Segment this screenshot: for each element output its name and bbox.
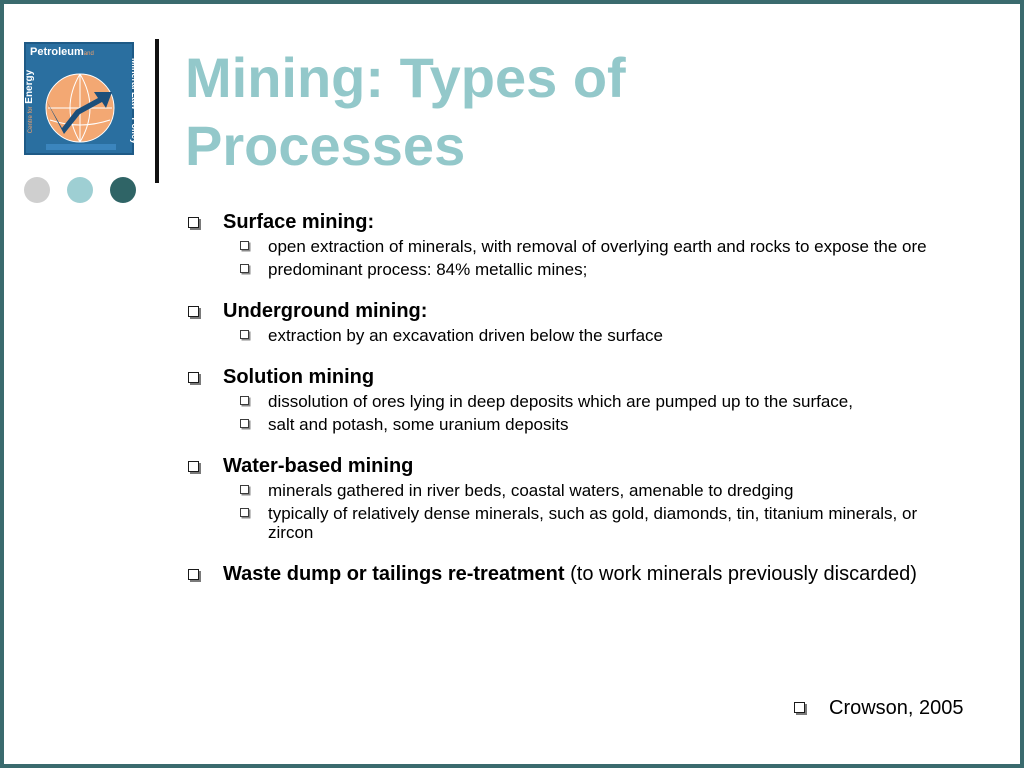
section-heading-solution [186,366,986,388]
section-heading-text: Underground mining: [223,300,428,322]
decorative-dot-light-teal [67,177,93,203]
logo-centre-for-text: Centre for [28,106,35,134]
decorative-dot-gray [24,177,50,203]
list-item [186,326,986,345]
checkbox-bullet-icon [240,330,249,339]
list-item-text: predominant process: 84% metallic mines; [268,260,588,279]
list-item [186,415,986,434]
section-heading-text: Surface mining: [223,211,375,233]
section-heading-text: Water-based mining [223,455,414,477]
decorative-dot-dark-teal [110,177,136,203]
section-heading-waste-dump [186,563,986,585]
list-item [186,504,986,542]
logo-petroleum-text: Petroleum [30,46,84,58]
checkbox-bullet-icon [188,461,199,472]
section-heading-underground [186,300,986,322]
list-item-text: open extraction of minerals, with removal of overlying earth and rocks to expose the ore [268,237,927,256]
list-item [186,392,986,411]
vertical-divider [155,39,159,183]
list-item-text: extraction by an excavation driven below the surface [268,326,664,345]
checkbox-bullet-icon [188,372,199,383]
section-heading-text: Waste dump or tailings re-treatment [223,563,565,585]
citation-text: Crowson, 2005 [829,697,964,719]
checkbox-bullet-icon [188,306,199,317]
checkbox-bullet-icon [240,264,249,273]
list-item-text: salt and potash, some uranium deposits [268,415,569,434]
section-heading-text: Solution mining [223,366,375,388]
logo-bottom-strip [46,144,116,150]
logo-right-text: Mineral Law · Policy [130,57,141,145]
organization-logo [24,42,141,155]
logo-left-text [24,70,35,133]
bullet-list [186,211,986,585]
checkbox-bullet-icon [188,569,199,580]
logo-and-text: and [83,51,94,57]
checkbox-bullet-icon [794,702,805,713]
list-item-text: minerals gathered in river beds, coastal waters, amenable to dredging [268,481,794,500]
list-item-text: typically of relatively dense minerals, such as gold, diamonds, tin, titanium minerals, or zircon [268,504,918,542]
checkbox-bullet-icon [240,508,249,517]
citation [792,696,964,720]
checkbox-bullet-icon [240,419,249,428]
section-heading-note: (to work minerals previously discarded) [564,563,917,585]
logo-top-text [30,46,94,58]
section-heading-surface [186,211,986,233]
logo-energy-text: Energy [24,69,36,104]
list-item [186,237,986,256]
section-heading-water-based [186,455,986,477]
list-item [186,260,986,279]
list-item-text: dissolution of ores lying in deep deposits which are pumped up to the surface, [268,392,853,411]
checkbox-bullet-icon [240,485,249,494]
list-item [186,481,986,500]
slide-title: Mining: Types of Processes [185,46,626,177]
checkbox-bullet-icon [188,217,199,228]
globe-arrow-icon [40,64,120,148]
checkbox-bullet-icon [240,396,249,405]
checkbox-bullet-icon [240,241,249,250]
